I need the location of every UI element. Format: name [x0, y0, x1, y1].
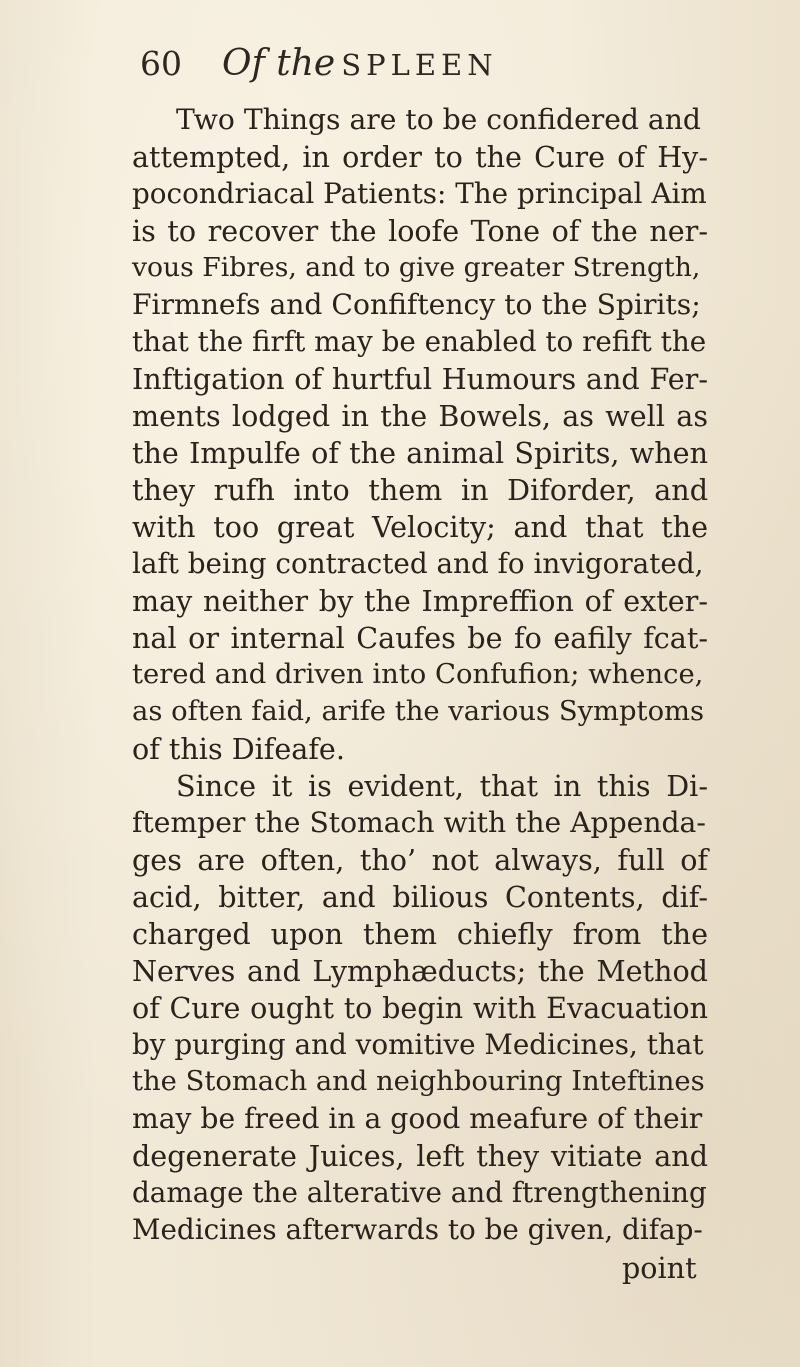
text-line: is to recover the loofe Tone of the ner-	[132, 214, 708, 248]
running-head-title: SPLEEN	[341, 48, 498, 82]
text-line: Medicines afterwards to be given, difap-	[132, 1213, 703, 1246]
text-line: degenerate Juices, left they vitiate and	[132, 1139, 708, 1173]
text-line: as often faid, arife the various Symptoms	[132, 696, 705, 727]
text-line: charged upon them chiefly from the	[132, 917, 708, 951]
text-line: may neither by the Impreffion of exter-	[132, 584, 708, 618]
text-line: attempted, in order to the Cure of Hy-	[132, 140, 708, 174]
text-line: that the firft may be enabled to refift the	[132, 325, 707, 358]
text-line: damage the alterative and ftrengthening	[132, 1176, 707, 1209]
text-line: tered and driven into Confufion; whence,	[132, 659, 704, 690]
catchword: point	[622, 1251, 697, 1285]
text-line: of Cure ought to begin with Evacuation	[132, 991, 708, 1025]
text-line: Nerves and Lymphæducts; the Method	[132, 954, 708, 988]
text-line: ges are often, tho’ not always, full of	[132, 843, 708, 877]
text-line: the Stomach and neighbouring Inteftines	[132, 1066, 705, 1097]
text-line: laft being contracted and fo invigorated,	[132, 547, 704, 580]
running-head-prefix: Of the	[222, 43, 336, 84]
text-line: by purging and vomitive Medicines, that	[132, 1028, 704, 1061]
text-line: with too great Velocity; and that the	[132, 510, 708, 544]
text-line: pocondriacal Patients: The principal Aim	[132, 177, 707, 210]
text-line: nal or internal Caufes be fo eafily fcat-	[132, 621, 708, 655]
text-line: Inftigation of hurtful Humours and Fer-	[132, 362, 708, 396]
text-line: Two Things are to be confidered and	[176, 103, 701, 136]
text-line: may be freed in a good meafure of their	[132, 1102, 703, 1135]
text-line: they rufh into them in Diforder, and	[132, 473, 708, 507]
text-line: of this Difeafe.	[132, 732, 345, 766]
text-line: Firmnefs and Confiftency to the Spirits;	[132, 288, 701, 321]
page-number: 60	[140, 44, 182, 83]
text-line: ments lodged in the Bowels, as well as	[132, 399, 708, 433]
text-line: ftemper the Stomach with the Appenda-	[132, 806, 706, 839]
text-line: vous Fibres, and to give greater Strength,	[132, 252, 701, 283]
text-line: the Impulfe of the animal Spirits, when	[132, 436, 708, 470]
text-line: Since it is evident, that in this Di-	[176, 769, 708, 803]
text-line: acid, bitter, and bilious Contents, dif-	[132, 880, 708, 914]
